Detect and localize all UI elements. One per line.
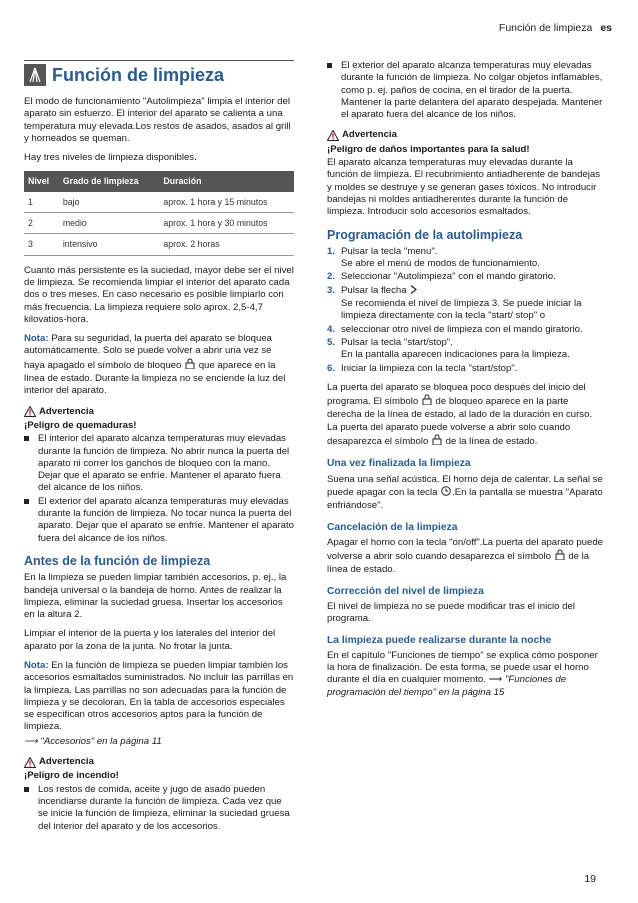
cleaning-icon bbox=[24, 64, 46, 86]
warning-title: Advertencia bbox=[39, 405, 94, 417]
heading-correct: Corrección del nivel de limpieza bbox=[327, 585, 484, 597]
text: Apagar el horno con la tecla "on/off".La puerta del aparato puede volverse a abrir solo cuando desaparezca el símbolo bbox=[327, 536, 603, 563]
before-text-1: En la limpieza se pueden limpiar también accesorios, p. ej., la bandeja universal o la bandeja de horno. Antes de realizar la limpieza, eliminar la suciedad gruesa. Insertar los accesorios en la altura 2. bbox=[24, 572, 287, 621]
note-text: En la función de limpieza se pueden limpiar también los accesorios esmaltados suministrados. No incluir las parrillas en la limpieza. Las parrillas no son adecuadas para la función de limpieza y se decoloran. En la tabla de accesorios especiales se especifican otros accesorios aptos para la función de limpieza. bbox=[24, 659, 294, 733]
header-section: Función de limpieza bbox=[498, 22, 593, 34]
table-row bbox=[24, 234, 294, 255]
warning-subtitle: ¡Peligro de quemaduras! bbox=[24, 419, 137, 431]
list-item bbox=[327, 363, 603, 375]
warning-icon bbox=[24, 406, 36, 417]
accessories-reference[interactable]: ⟶ "Accesorios" en la página 11 bbox=[24, 735, 162, 747]
warning-heading bbox=[327, 129, 603, 141]
cell: 2 bbox=[24, 213, 59, 234]
text: de bloqueo aparece en la parte derecha de la línea de estado, al lado de la duración en curso. bbox=[327, 396, 593, 421]
warning-heading bbox=[24, 756, 294, 768]
heading-end: Una vez finalizada la limpieza bbox=[327, 458, 471, 470]
cell: medio bbox=[59, 213, 160, 234]
clock-icon bbox=[441, 486, 451, 500]
warning-title: Advertencia bbox=[39, 756, 94, 768]
warning-list bbox=[24, 784, 294, 833]
running-header bbox=[499, 22, 612, 34]
lock-icon bbox=[185, 358, 195, 373]
list-item: Los restos de comida, aceite y jugo de asado pueden incendiarse durante la función de limpieza. Cada vez que se inicie la función de limpieza, eliminar la suciedad gruesa del interior del aparato y de los accesorios. bbox=[24, 784, 294, 833]
step-number: 4. bbox=[327, 323, 336, 335]
step-text: Seleccionar "Autolimpieza" con el mando giratorio. bbox=[341, 271, 556, 283]
text: .En la pantalla se muestra "Aparato enfriándose". bbox=[327, 486, 603, 512]
steps-list bbox=[327, 246, 603, 375]
table-row bbox=[24, 192, 294, 213]
cancel-text bbox=[327, 537, 603, 577]
list-item: El exterior del aparato alcanza temperaturas muy elevadas durante la función de limpieza. No colgar objetos inflamables, como p. ej. paños de cocina, en el tirador de la puerta. Mantener la parte delantera del aparato despejada. Mantener el aparato fuera del alcance de los niños. bbox=[327, 60, 603, 121]
cell: 3 bbox=[24, 234, 59, 255]
lock-icon bbox=[432, 434, 442, 449]
page-title: Función de limpieza bbox=[52, 64, 225, 85]
table-header-row bbox=[24, 171, 294, 191]
warning-icon bbox=[327, 130, 339, 141]
list-item bbox=[327, 324, 603, 336]
warning-text: El aparato alcanza temperaturas muy elevadas durante la función de limpieza. El recubrimiento antiadherente de bandejas y moldes se destruye y se generan gases tóxicos. No introducir bandejas ni moldes antiadherentes durante la función de limpieza. Introducir solo accesorios esmaltados. bbox=[327, 157, 601, 218]
col-level: Nivel bbox=[24, 171, 59, 191]
lock-icon bbox=[555, 549, 565, 564]
note-text-b: que aparece en la línea de estado. Durante la limpieza no se enciende la luz del interior del aparato. bbox=[24, 359, 286, 397]
list-item bbox=[327, 271, 603, 283]
warning-icon bbox=[24, 757, 36, 768]
step-result: Se recomienda el nivel de limpieza 3. Se puede iniciar la limpieza directamente con la tecla "start/ stop" o bbox=[341, 298, 582, 322]
cell: aprox. 1 hora y 15 minutos bbox=[159, 192, 294, 213]
text: La puerta del aparato puede volverse a abrir solo cuando desaparezca el símbolo bbox=[327, 421, 571, 448]
heading-night: La limpieza puede realizarse durante la noche bbox=[327, 634, 552, 646]
right-column bbox=[327, 60, 603, 706]
heading-cancel: Cancelación de la limpieza bbox=[327, 521, 458, 533]
correct-text: El nivel de limpieza no se puede modificar tras el inicio del programa. bbox=[327, 600, 575, 625]
text: La puerta del aparato se bloquea poco después del inicio del programa. El símbolo bbox=[327, 381, 586, 408]
step-number: 3. bbox=[327, 284, 336, 296]
warning-title: Advertencia bbox=[342, 129, 397, 141]
list-item bbox=[327, 285, 603, 323]
warning-heading bbox=[24, 406, 294, 418]
step-number: 6. bbox=[327, 362, 336, 374]
note-label: Nota: bbox=[24, 333, 49, 345]
intro-text: El modo de funcionamiento "Autolimpieza" limpia el interior del aparato sin esfuerzo. El interior del aparato se calienta a una temperatura muy elevada.Los restos de asados, asados al grill y horneados se queman. bbox=[24, 96, 291, 144]
warning-list bbox=[24, 433, 294, 545]
lock-icon bbox=[422, 394, 432, 409]
note-text-a: Para su seguridad, la puerta del aparato se bloquea automáticamente. Solo se puede volver a abrir una vez se haya apagado el símbolo de bloqueo bbox=[24, 333, 272, 371]
step-text: seleccionar otro nivel de limpieza con el mando giratorio. bbox=[341, 323, 583, 335]
text: de la línea de estado. bbox=[445, 436, 538, 448]
page-number: 19 bbox=[584, 873, 596, 885]
step-number: 2. bbox=[327, 271, 336, 283]
step-result: En la pantalla aparecen indicaciones para la limpieza. bbox=[341, 349, 570, 361]
col-duration: Duración bbox=[159, 171, 294, 191]
cell: bajo bbox=[59, 192, 160, 213]
note-lock bbox=[24, 333, 294, 397]
text: Suena una señal acústica. El horno deja de calentar. La señal se puede apagar con la tecla bbox=[327, 473, 603, 498]
warning-subtitle: ¡Peligro de daños importantes para la salud! bbox=[327, 143, 530, 155]
note-label: Nota: bbox=[24, 659, 49, 671]
levels-text: Hay tres niveles de limpieza disponibles. bbox=[24, 152, 197, 164]
header-lang: es bbox=[600, 22, 612, 34]
warning-list-continued bbox=[327, 60, 603, 121]
arrow-right-icon bbox=[410, 285, 417, 298]
list-item: El exterior del aparato alcanza temperaturas muy elevadas durante la función de limpieza. No tocar nunca la puerta del aparato. Dejar que el aparato se enfríe. Mantener el aparato fuera del alcance de los niños. bbox=[24, 496, 294, 545]
step-text: Pulsar la flecha bbox=[341, 284, 407, 296]
note-accessories bbox=[24, 660, 294, 734]
step-number: 1. bbox=[327, 245, 336, 257]
section-heading-programming: Programación de la autolimpieza bbox=[327, 227, 523, 242]
cell: 1 bbox=[24, 192, 59, 213]
step-result: Se abre el menú de modos de funcionamiento. bbox=[341, 258, 540, 270]
list-item: El interior del aparato alcanza temperaturas muy elevadas durante la función de limpieza. No abrir nunca la puerta del aparato ni correr los ganchos de bloqueo con la mano. Dejar que el aparato se enfríe. Mantener el aparato fuera del alcance de los niños. bbox=[24, 433, 294, 494]
left-column bbox=[24, 60, 294, 839]
step-text: Pulsar la tecla "start/stop". bbox=[341, 336, 453, 348]
step-text: Iniciar la limpieza con la tecla "start/stop". bbox=[341, 362, 518, 374]
reference-link[interactable]: "Funciones de programación del tiempo" en la página 15 bbox=[327, 674, 567, 698]
reference-link[interactable]: "Accesorios" en la página 11 bbox=[40, 735, 162, 747]
cleaning-levels-table bbox=[24, 171, 294, 255]
col-grade: Grado de limpieza bbox=[59, 171, 160, 191]
step-text: Pulsar la tecla "menu". bbox=[341, 245, 438, 257]
list-item bbox=[327, 246, 603, 271]
table-row bbox=[24, 213, 294, 234]
section-heading-before: Antes de la función de limpieza bbox=[24, 553, 211, 568]
cell: intensivo bbox=[59, 234, 160, 255]
text: de la línea de estado. bbox=[327, 551, 590, 576]
before-text-2: Limpiar el interior de la puerta y los laterales del interior del aparato por la zona de la junta. No frotar la junta. bbox=[24, 628, 276, 652]
end-text bbox=[327, 474, 603, 513]
text: En el capítulo "Funciones de tiempo" se explica cómo posponer la hora de finalización. De esta forma, se puede usar el horno durante el día en cualquier momento. bbox=[327, 649, 598, 686]
door-lock-text bbox=[327, 382, 603, 449]
cell: aprox. 1 hora y 30 minutos bbox=[159, 213, 294, 234]
dirt-text: Cuanto más persistente es la suciedad, mayor debe ser el nivel de limpieza. Se recomienda limpiar el interior del aparato cada dos o tres meses. En caso necesario es posible limpiarlo con más frecuencia. La limpieza requiere solo aprox. 2,5-4,7 kilovatios-hora. bbox=[24, 264, 294, 325]
cell: aprox. 2 horas bbox=[159, 234, 294, 255]
section-title-row bbox=[24, 60, 294, 86]
warning-subtitle: ¡Peligro de incendio! bbox=[24, 770, 119, 782]
night-text: En el capítulo "Funciones de tiempo" se explica cómo posponer la hora de finalización. De esta forma, se puede usar el horno durante el día en cualquier momento. ⟶ "Funciones de programación del tiempo" en la página 15 bbox=[327, 649, 598, 698]
list-item bbox=[327, 337, 603, 362]
step-number: 5. bbox=[327, 336, 336, 348]
